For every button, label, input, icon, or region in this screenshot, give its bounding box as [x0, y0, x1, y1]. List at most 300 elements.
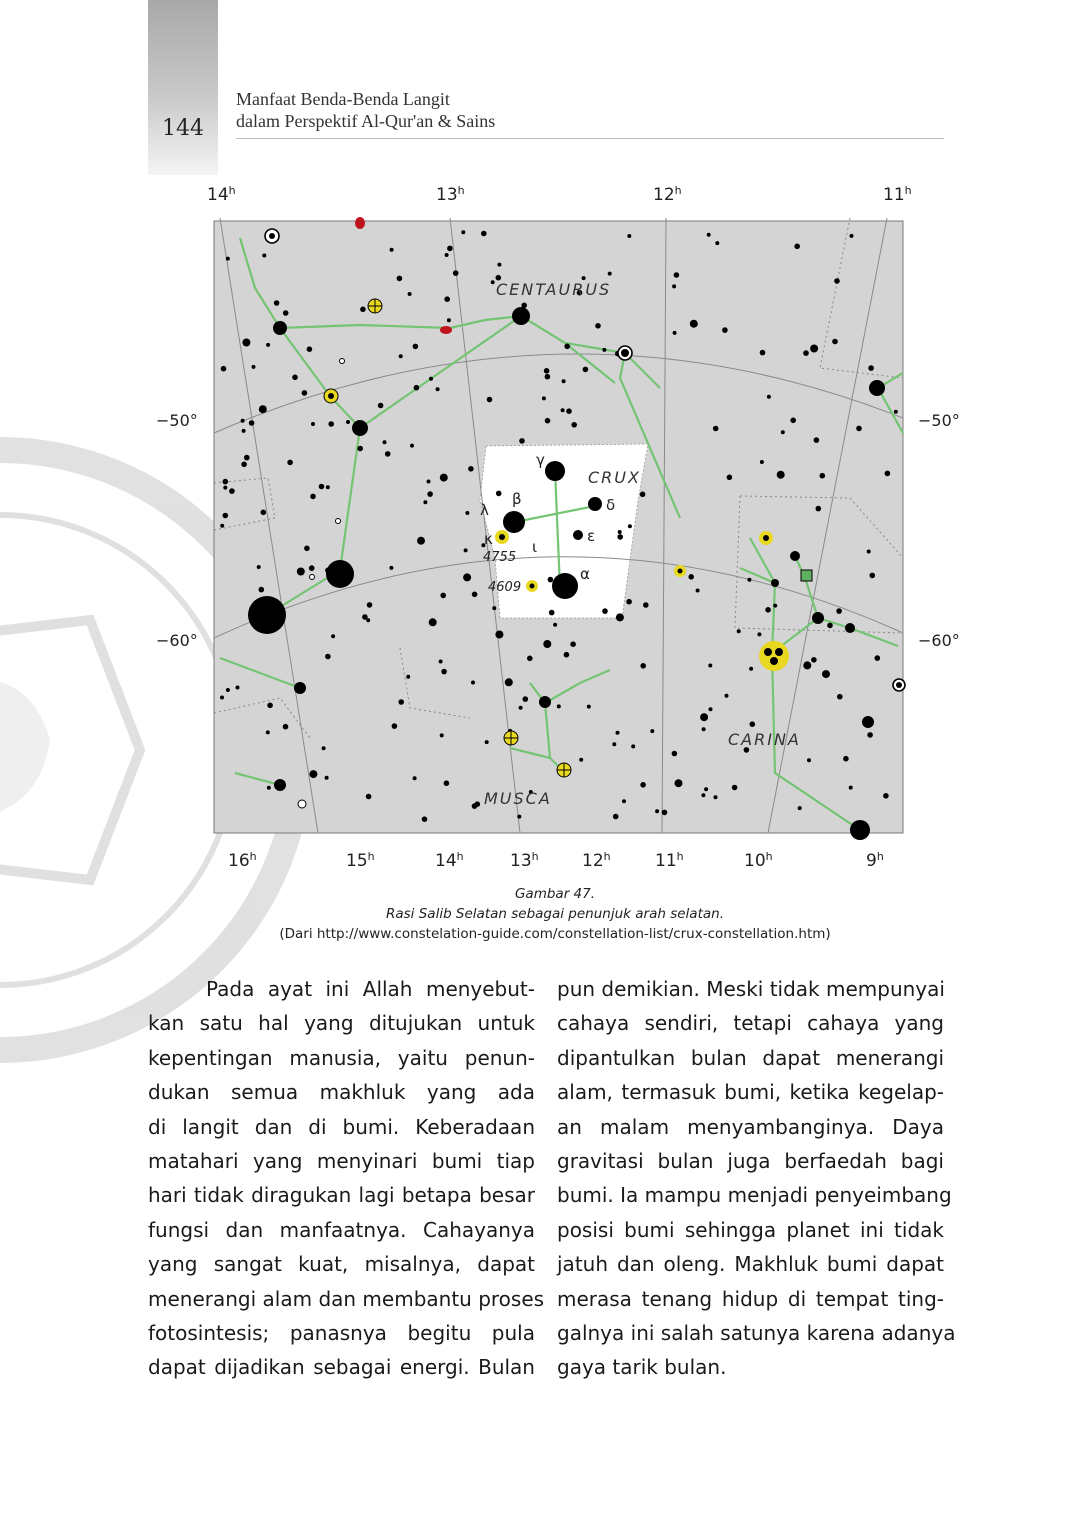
faint-star: [570, 641, 576, 647]
faint-star: [440, 593, 446, 599]
svg-text:10h: 10$^h$: [744, 849, 773, 871]
faint-star: [429, 377, 433, 381]
page-number: 144: [162, 116, 204, 141]
faint-star: [252, 365, 256, 369]
faint-star: [309, 770, 317, 778]
faint-star: [732, 785, 738, 791]
faint-star: [304, 546, 310, 552]
constellation-label-crux: CRUX: [588, 468, 641, 487]
faint-star: [495, 631, 503, 639]
hour-label: 13: [436, 185, 458, 205]
faint-star: [322, 746, 326, 750]
svg-text:16h: 16$^h$: [228, 849, 257, 871]
faint-star: [261, 510, 267, 516]
text-line: fungsi dan manfaatnya. Cahayanya: [148, 1217, 535, 1242]
faint-star: [794, 244, 800, 250]
faint-star: [249, 420, 255, 426]
faint-star: [521, 303, 527, 309]
text-line: di langit dan di bumi. Keberadaan: [148, 1114, 535, 1139]
faint-star: [297, 568, 305, 576]
constellation-label-carina: CARINA: [728, 730, 801, 749]
faint-star: [885, 471, 891, 477]
faint-star: [436, 387, 440, 391]
faint-star: [595, 323, 601, 329]
faint-star: [643, 602, 649, 608]
faint-star: [674, 272, 680, 278]
faint-star: [378, 403, 384, 409]
faint-star: [810, 345, 818, 353]
faint-star: [267, 786, 271, 790]
faint-star: [283, 310, 289, 316]
faint-star: [616, 731, 620, 735]
greek-label-kappa: κ: [484, 530, 493, 548]
faint-star: [360, 307, 366, 313]
faint-star: [843, 756, 849, 762]
faint-star: [236, 686, 240, 690]
faint-star: [464, 548, 468, 552]
faint-star: [250, 607, 258, 615]
faint-star: [613, 814, 619, 820]
faint-star: [562, 379, 566, 383]
faint-star: [894, 410, 898, 414]
cluster-label-4755: 4755: [483, 550, 517, 565]
faint-star: [849, 786, 853, 790]
star-beta-crucis: [503, 511, 525, 533]
faint-star: [798, 806, 802, 810]
faint-star: [672, 751, 678, 757]
faint-star: [765, 607, 771, 613]
faint-star: [414, 385, 420, 391]
star-gamma-crucis: [545, 461, 565, 481]
faint-star: [523, 696, 529, 702]
faint-star: [496, 491, 502, 497]
faint-star: [326, 485, 330, 489]
greek-label-gamma: γ: [536, 451, 545, 469]
faint-star: [870, 573, 876, 579]
text-line: kan satu hal yang ditujukan untuk: [148, 1011, 535, 1036]
running-head: [236, 88, 495, 132]
svg-text:13h: 13$^h$: [436, 183, 465, 205]
faint-star: [441, 669, 447, 675]
constellation-label-centaurus: CENTAURUS: [496, 280, 612, 299]
faint-star: [244, 455, 250, 461]
faint-star: [309, 565, 315, 571]
faint-star: [834, 278, 840, 284]
faint-star: [700, 713, 708, 721]
text-line: fotosintesis; panasnya begitu pula: [148, 1320, 535, 1345]
faint-star: [803, 350, 809, 356]
faint-star: [655, 809, 659, 813]
svg-text:9h: 9$^h$: [866, 849, 884, 871]
faint-star: [561, 408, 565, 412]
faint-star: [389, 566, 393, 570]
hour-label: 14: [435, 851, 457, 871]
faint-star: [675, 779, 683, 787]
faint-star: [221, 366, 227, 372]
svg-text:14h: 14$^h$: [207, 183, 236, 205]
faint-star: [220, 524, 224, 528]
faint-star: [587, 705, 591, 709]
faint-star: [241, 419, 245, 423]
faint-star: [704, 787, 708, 791]
faint-star: [714, 795, 718, 799]
text-line: posisi bumi sehingga planet ini tidak: [557, 1217, 944, 1242]
faint-star: [311, 422, 315, 426]
faint-star: [392, 723, 398, 729]
faint-star: [640, 782, 646, 788]
faint-star: [650, 729, 654, 733]
faint-star: [850, 234, 854, 238]
red-star: [355, 217, 365, 229]
figure-caption: [230, 884, 880, 944]
faint-star: [519, 438, 525, 444]
faint-star: [242, 339, 250, 347]
faint-star: [491, 280, 495, 284]
faint-star: [690, 320, 698, 328]
text-line: bumi. Ia mampu menjadi penyeimbang: [557, 1183, 952, 1208]
eta-carinae-nebula-marker: [759, 641, 789, 671]
faint-star: [708, 664, 712, 668]
svg-text:11h: 11$^h$: [655, 849, 684, 871]
hour-label: 11: [655, 851, 677, 871]
faint-star: [516, 520, 522, 526]
faint-star: [226, 257, 230, 261]
faint-star: [444, 296, 450, 302]
svg-text:12h: 12$^h$: [582, 849, 611, 871]
svg-text:14h: 14$^h$: [435, 849, 464, 871]
greek-label-alpha: α: [580, 565, 590, 583]
faint-star: [410, 444, 414, 448]
faint-star: [628, 524, 632, 528]
faint-star: [325, 776, 329, 780]
faint-star: [566, 408, 572, 414]
faint-star: [747, 578, 751, 582]
faint-star: [413, 344, 419, 350]
faint-star: [423, 500, 427, 504]
faint-star: [545, 418, 551, 424]
faint-star: [276, 618, 280, 622]
faint-star: [287, 460, 293, 466]
star-delta-crucis: [588, 497, 602, 511]
faint-star: [856, 426, 862, 432]
faint-star: [367, 602, 373, 608]
faint-star: [713, 426, 719, 432]
hour-label: 12: [582, 851, 604, 871]
faint-star: [617, 534, 623, 540]
faint-star: [626, 599, 632, 605]
faint-star: [816, 506, 822, 512]
faint-star: [875, 655, 881, 661]
text-line: cahaya sendiri, tetapi cahaya yang: [557, 1011, 944, 1036]
faint-star: [447, 246, 453, 252]
faint-star: [811, 657, 817, 663]
running-title-line1: Manfaat Benda-Benda Langit: [236, 89, 450, 109]
faint-star: [310, 494, 316, 500]
text-line: Pada ayat ini Allah menyebut-: [206, 977, 535, 1001]
faint-star: [725, 694, 729, 698]
faint-star: [727, 475, 733, 481]
svg-text:15h: 15$^h$: [346, 849, 375, 871]
text-line: jatuh dan oleng. Makhluk bumi dapat: [557, 1252, 944, 1277]
faint-star: [814, 437, 820, 443]
faint-star: [226, 688, 230, 692]
faint-star: [472, 592, 478, 598]
faint-star: [688, 574, 694, 580]
hour-label: 12: [653, 185, 675, 205]
faint-star: [757, 632, 761, 636]
faint-star: [302, 390, 308, 396]
faint-star: [220, 696, 224, 700]
faint-star: [781, 430, 785, 434]
faint-star: [701, 793, 705, 797]
text-line: yang sangat kuat, misalnya, dapat: [148, 1252, 535, 1277]
faint-star: [259, 587, 265, 593]
faint-star: [390, 248, 394, 252]
text-line: kepentingan manusia, yaitu penun-: [148, 1045, 535, 1070]
faint-star: [579, 758, 583, 762]
faint-star: [223, 513, 229, 519]
text-line: merasa tenang hidup di tempat ting-: [557, 1286, 944, 1311]
faint-star: [827, 623, 833, 629]
faint-star: [608, 272, 612, 276]
hour-label: 9: [866, 851, 877, 871]
faint-star: [773, 604, 777, 608]
text-line: gaya tarik bulan.: [557, 1355, 727, 1380]
faint-star: [760, 350, 766, 356]
faint-star: [803, 661, 811, 669]
faint-star: [602, 348, 606, 352]
faint-star: [267, 703, 273, 709]
text-line: hari tidak diragukan lagi betapa besar: [148, 1183, 535, 1208]
faint-star: [627, 234, 631, 238]
faint-star: [760, 460, 764, 464]
faint-star: [440, 474, 448, 482]
faint-star: [357, 446, 363, 452]
greek-label-iota: ι: [532, 538, 538, 556]
faint-star: [492, 606, 496, 610]
star-epsilon-crucis: [573, 530, 583, 540]
faint-star: [564, 344, 570, 350]
svg-text:11h: 11$^h$: [883, 183, 912, 205]
faint-star: [331, 634, 335, 638]
faint-star: [622, 799, 626, 803]
faint-star: [325, 654, 331, 660]
faint-star: [259, 405, 267, 413]
faint-star: [749, 667, 753, 671]
top-hour-labels: [207, 184, 912, 206]
text-line: dukan semua makhluk yang ada: [148, 1080, 535, 1105]
header-rule: [236, 138, 944, 139]
faint-star: [497, 263, 501, 267]
faint-star: [266, 730, 270, 734]
faint-star: [707, 233, 711, 237]
faint-star: [223, 486, 227, 490]
dec-label: −50°: [156, 411, 198, 430]
dec-label: −60°: [156, 631, 198, 650]
faint-star: [696, 589, 700, 593]
faint-star: [229, 488, 235, 494]
greek-label-epsilon: ε: [587, 527, 596, 545]
faint-star: [427, 491, 433, 497]
faint-star: [549, 610, 555, 616]
greek-label-beta: β: [512, 490, 522, 508]
faint-star: [640, 492, 646, 498]
faint-star: [737, 629, 741, 633]
text-line: dipantulkan bulan dapat menerangi: [557, 1045, 944, 1070]
faint-star: [453, 270, 459, 276]
faint-star: [777, 471, 785, 479]
faint-star: [422, 816, 428, 822]
faint-star: [807, 758, 811, 762]
faint-star: [867, 550, 871, 554]
faint-star: [702, 727, 706, 731]
crux-star-chart: [150, 178, 960, 878]
faint-star: [399, 354, 403, 358]
text-line: galnya ini salah satunya karena adanya: [557, 1320, 956, 1345]
faint-star: [832, 339, 838, 345]
faint-star: [640, 663, 646, 669]
faint-star: [715, 241, 719, 245]
faint-star: [328, 421, 334, 427]
text-line: matahari yang menyinari bumi tiap: [148, 1148, 535, 1173]
faint-star: [463, 573, 471, 581]
hour-label: 11: [883, 185, 905, 205]
faint-star: [631, 744, 635, 748]
faint-star: [325, 568, 331, 574]
faint-star: [307, 346, 313, 352]
caption-source: (Dari http://www.constelation-guide.com/constellation-list/crux-constellation.htm): [279, 926, 831, 942]
faint-star: [427, 480, 431, 484]
hour-label: 14: [207, 185, 229, 205]
hour-label: 10: [744, 851, 766, 871]
faint-star: [440, 733, 444, 737]
faint-star: [553, 623, 557, 627]
hour-label: 15: [346, 851, 368, 871]
body-column-right: [557, 972, 956, 1385]
bottom-hour-labels: [228, 850, 884, 872]
text-line: alam, termasuk bumi, ketika kegelap-: [557, 1080, 944, 1105]
constellation-label-musca: MUSCA: [484, 789, 552, 808]
faint-star: [487, 397, 493, 403]
faint-star: [468, 466, 474, 472]
faint-star: [262, 254, 266, 258]
faint-star: [439, 660, 443, 664]
faint-star: [447, 318, 451, 322]
faint-star: [397, 276, 403, 282]
star-alpha-crucis: [552, 573, 578, 599]
svg-text:13h: 13$^h$: [510, 849, 539, 871]
faint-star: [241, 462, 247, 468]
faint-star: [750, 721, 756, 727]
faint-star: [722, 327, 728, 333]
cluster-label-4609: 4609: [488, 580, 522, 595]
faint-star: [515, 314, 521, 320]
text-line: menerangi alam dan membantu proses: [148, 1286, 545, 1311]
faint-star: [242, 429, 246, 433]
faint-star: [257, 565, 261, 569]
faint-star: [673, 331, 677, 335]
text-line: dapat dijadikan sebagai energi. Bulan: [148, 1355, 535, 1380]
faint-star: [445, 253, 449, 257]
hour-label: 13: [510, 851, 532, 871]
page-tab: [148, 0, 218, 175]
faint-star: [444, 780, 450, 786]
faint-star: [519, 706, 523, 710]
faint-star: [471, 681, 475, 685]
star-beta-centauri: [326, 560, 354, 588]
faint-star: [571, 422, 577, 428]
faint-star: [505, 678, 513, 686]
hour-label: 16: [228, 851, 250, 871]
faint-star: [472, 803, 478, 809]
faint-star: [274, 300, 280, 306]
body-column-left: [148, 972, 545, 1385]
faint-star: [406, 675, 410, 679]
faint-star: [223, 479, 229, 485]
dec-label: −50°: [918, 411, 960, 430]
faint-star: [527, 656, 533, 662]
greek-label-lambda: λ: [480, 501, 489, 519]
caption-title: Rasi Salib Selatan sebagai penunjuk arah selatan.: [386, 906, 724, 922]
text-line: an malam menyambanginya. Daya: [557, 1114, 944, 1139]
faint-star: [662, 810, 668, 816]
text-line: gravitasi bulan juga berfaedah bagi: [557, 1148, 944, 1173]
faint-star: [790, 418, 796, 424]
faint-star: [461, 230, 465, 234]
faint-star: [820, 473, 826, 479]
faint-star: [542, 396, 546, 400]
faint-star: [383, 440, 387, 444]
faint-star: [429, 618, 437, 626]
faint-star: [583, 367, 589, 373]
caption-figure-number: Gambar 47.: [514, 886, 596, 902]
text-line: pun demikian. Meski tidak mempunyai: [557, 977, 945, 1001]
faint-star: [544, 368, 550, 374]
greek-label-delta: δ: [606, 496, 616, 514]
faint-star: [366, 618, 370, 622]
faint-star: [709, 707, 713, 711]
faint-star: [612, 742, 616, 746]
faint-star: [398, 699, 404, 705]
faint-star: [417, 537, 425, 545]
red-star: [440, 326, 452, 334]
running-title-line2: dalam Perspektif Al-Qur'an & Sains: [236, 111, 496, 131]
faint-star: [837, 694, 843, 700]
faint-star: [283, 724, 289, 730]
faint-star: [672, 284, 676, 288]
svg-text:12h: 12$^h$: [653, 183, 682, 205]
faint-star: [618, 530, 622, 534]
faint-star: [346, 420, 350, 424]
faint-star: [767, 395, 771, 399]
faint-star: [413, 776, 417, 780]
faint-star: [319, 484, 325, 490]
faint-star: [548, 577, 554, 583]
faint-star: [602, 608, 608, 614]
faint-star: [883, 793, 889, 799]
faint-star: [485, 740, 489, 744]
faint-star: [545, 374, 551, 380]
faint-star: [292, 375, 298, 381]
faint-star: [564, 652, 570, 658]
faint-star: [868, 365, 874, 371]
faint-star: [867, 732, 873, 738]
faint-star: [465, 511, 469, 515]
faint-star: [366, 794, 372, 800]
faint-star: [266, 343, 270, 347]
faint-star: [481, 231, 487, 237]
faint-star: [557, 704, 561, 708]
